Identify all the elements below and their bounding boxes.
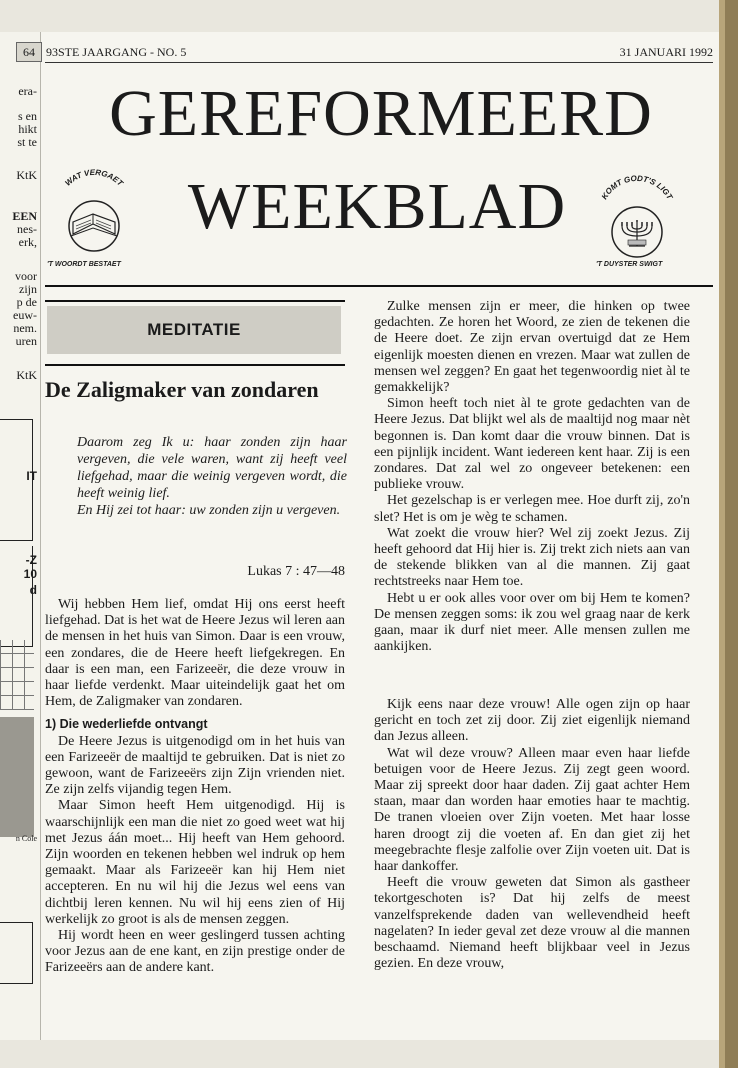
- paragraph: Simon heeft toch niet àl te grote gedachten van de Heere Jezus. Dat blijkt wel als de maaltijd nog maar nèt begonnen is. Dan komt daar die vrouw binnen. Dat is een pijnlijk incident. Want iedereen kent haar. Zij is een zondares. Dat zal wel zo ongeveer betekenen: een publieke vrouw.: [374, 396, 690, 493]
- masthead-title-line2: WEEKBLAD: [187, 170, 567, 243]
- paragraph: Hebt u er ook alles voor over om bij Hem te komen? De mensen zeggen soms: ik zou wel graag naar de kerk gaan, maar ik durf niet meer. Alle mensen zullen me aankijken.: [374, 590, 690, 655]
- svg-text:WAT VERGAET: [63, 168, 125, 189]
- prev-fragment: nes-: [17, 222, 37, 236]
- prev-fragment: n Cole: [15, 834, 37, 843]
- prev-fragment: s en: [18, 109, 37, 123]
- prev-fragment: EEN: [12, 209, 37, 223]
- article-column-1: [45, 597, 345, 977]
- section-label: MEDITATIE: [47, 306, 341, 354]
- paragraph: Hij wordt heen en weer geslingerd tussen achting voor Jezus aan de ene kant, en zijn prestige onder de Farizeeërs aan de andere kant.: [45, 928, 345, 976]
- prev-box: [0, 922, 33, 984]
- paragraph: Kijk eens naar deze vrouw! Alle ogen zijn op haar gericht en toch zet zij door. Zij ziet eigenlijk niemand dan Jezus alleen.: [374, 697, 690, 745]
- header-rule: [45, 62, 713, 63]
- prev-fragment: era-: [18, 84, 37, 98]
- prev-fragment: 10: [23, 567, 37, 581]
- paragraph: Maar Simon heeft Hem uitgenodigd. Hij is waarschijnlijk een man die niet zo goed weet wat hij met Jezus áán moet... Hij heeft van Hem gehoord. Zijn woorden en tekenen hebben wel indruk op hem gemaakt. Maar als Farizeeër kan hij Hem niet accepteren. En nu wil hij die Jezus wel eens van dichtbij leren kennen. Nu wil hij eens zien of Hij werkelijk zo groot is als de mensen zeggen.: [45, 798, 345, 927]
- left-emblem-caption: 'T WOORDT BESTAET: [47, 261, 121, 268]
- prev-fragment: nem.: [13, 321, 37, 335]
- section-rule-bottom: [45, 364, 345, 366]
- prev-fragment: IT: [26, 469, 37, 483]
- prev-fragment: voor: [15, 269, 37, 283]
- candlestick-emblem: [592, 170, 682, 262]
- prev-fragment: KtK: [16, 368, 37, 382]
- verse-text: Daarom zeg Ik u: haar zonden zijn haar vergeven, die vele waren, want zij heeft veel liefgehad, maar die weinig vergeven wordt, die heeft weinig lief.: [77, 435, 347, 501]
- prev-fragment: d: [29, 583, 37, 597]
- right-emblem-arc: KOMT GODT'S LIGT: [599, 173, 675, 202]
- left-emblem-arc: WAT VERGAET: [63, 167, 125, 188]
- paragraph: Wij hebben Hem lief, omdat Hij ons eerst heeft liefgehad. Dat is het wat de Heere Jezus wil leren aan de mensen in het huis van Simon. Daar is een vrouw, een zondares, die de Heere heeft liefgekregen. En daar is een man, een Farizeeër, die deze vrouw in haar liefde verdenkt. Maar uiteindelijk gaat het om Hem, de Zaligmaker van zondaren.: [45, 597, 345, 710]
- prev-fragment: euw-: [13, 308, 37, 322]
- prev-fragment: erk,: [18, 235, 37, 249]
- paragraph: Wat wil deze vrouw? Alleen maar even haar liefde betuigen voor de Heere Jezus. Zij zegt geen woord. Maar zij spreekt door haar daden. Zij gaat achter Hem staan, maar dan worden haar emoties haar te machtig. De tranen vloeien over Zijn voeten. Met haar losse haren droogt zij die voeten af. En dan giet zij het meegebrachte flesje zalfolie over Zijn voeten uit. Dat is haar dankoffer.: [374, 745, 690, 875]
- paragraph: Heeft die vrouw geweten dat Simon als gastheer tekortgeschoten is? Dat hij zelfs de meest vanzelfsprekende daden van wellevendheid heeft nagelaten? In ieder geval zet deze vrouw al die mannen beschaamd. Niemand heeft blijkbaar veel in Jezus gezien. En deze vrouw,: [374, 875, 690, 972]
- prev-fragment: hikt: [18, 122, 37, 136]
- verse-text: En Hij zei tot haar: uw zonden zijn u vergeven.: [77, 503, 341, 518]
- article-title: De Zaligmaker van zondaren: [45, 377, 319, 402]
- page-number: 64: [16, 42, 42, 62]
- prev-fragment: uren: [15, 334, 37, 348]
- paragraph: De Heere Jezus is uitgenodigd om in het huis van een Farizeeër de maaltijd te gebruiken. Dat is niet zo gewoon, want de Farizeeërs zijn Zijn vrienden niet. Ze zijn zelfs vijandig tegen Hem.: [45, 733, 345, 798]
- masthead-title-line1: GEREFORMEERD: [109, 77, 653, 150]
- article-column-2: [374, 299, 690, 655]
- prev-grid: [0, 640, 34, 710]
- paragraph: Zulke mensen zijn er meer, die hinken op twee gedachten. Ze horen het Woord, ze zien de tekenen die de Heere doet. Ze zijn ervan overtuigd dat ze Hem eigenlijk moesten dienen en vrezen. Maar wat zullen de mensen wel zeggen? En gaat het tegenwoordig niet àl te gemakkelijk?: [374, 299, 690, 396]
- prev-fragment: KtK: [16, 168, 37, 182]
- svg-text:KOMT GODT'S LIGT: [600, 174, 675, 202]
- article-column-2-continued: [374, 697, 690, 972]
- scripture-quote: [77, 434, 347, 519]
- prev-fragment: -Z: [25, 553, 37, 567]
- open-book-emblem: [49, 164, 139, 256]
- issue-date: 31 JANUARI 1992: [619, 45, 713, 59]
- prev-photo: [0, 717, 34, 837]
- prev-fragment: st te: [17, 135, 37, 149]
- prev-fragment: zijn: [19, 282, 37, 296]
- previous-page-edge: [0, 32, 41, 1040]
- paragraph: Wat zoekt die vrouw hier? Wel zij zoekt Jezus. Zij heeft gehoord dat Hij hier is. Zij trekt zich niets aan van de stekende blikken van al die mannen. Zij gaat rechtstreeks naar Hem toe.: [374, 525, 690, 590]
- binding-edge: [719, 0, 738, 1068]
- prev-fragment: p de: [16, 295, 37, 309]
- paragraph: Het gezelschap is er verlegen mee. Hoe durft zij, zo'n slet? Het is om je wèg te schamen.: [374, 493, 690, 525]
- section-rule-top: [45, 300, 345, 302]
- verse-reference: Lukas 7 : 47—48: [247, 564, 345, 579]
- right-emblem-caption: 'T DUYSTER SWIGT: [596, 261, 663, 268]
- masthead-rule: [45, 285, 713, 287]
- subheading: 1) Die wederliefde ontvangt: [45, 717, 208, 732]
- issue-label: 93STE JAARGANG - NO. 5: [46, 45, 187, 59]
